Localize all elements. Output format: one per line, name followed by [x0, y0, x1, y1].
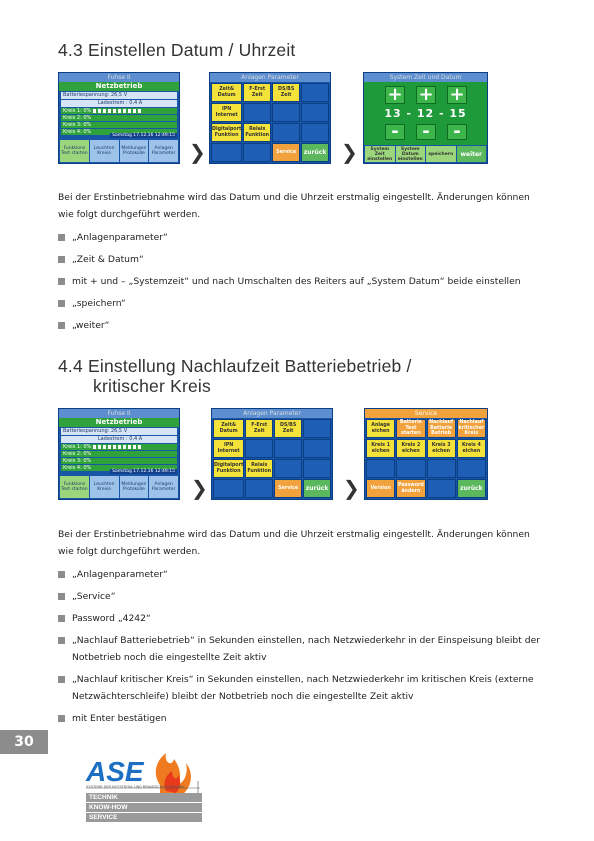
list-item: „speichern“ [58, 295, 548, 312]
calibrate-kreis-2-tile[interactable]: Kreis 2 eichen [396, 439, 425, 458]
empty-tile [396, 459, 425, 478]
screenshot-row-date-time [58, 72, 498, 164]
next-button[interactable]: weiter [457, 146, 487, 162]
kreis-row: Kreis 2: 0% [61, 451, 177, 457]
lights-circuits-button[interactable]: Leuchten Kreise [90, 140, 119, 162]
save-button[interactable]: speichern [426, 146, 456, 162]
empty-tile [211, 143, 242, 162]
date-time-tile[interactable]: Zeit& Datum [213, 419, 244, 438]
kreis-row: Kreis 4: 0% [61, 465, 177, 471]
calibrate-kreis-1-tile[interactable]: Kreis 1 eichen [366, 439, 395, 458]
heading-line-2: kritischer Kreis [93, 376, 211, 396]
chevron-right-icon: ❯ [343, 476, 360, 500]
version-tile[interactable]: Version [366, 479, 395, 498]
list-item: „Anlagenparameter“ [58, 229, 548, 246]
empty-tile [427, 459, 456, 478]
empty-tile [303, 439, 331, 458]
tagline-know-how: KNOW-HOW [86, 803, 202, 812]
intro-paragraph: Bei der Erstinbetriebnahme wird das Datum und die Uhrzeit erstmalig eingestellt. Änderungen können wie folgt durchgeführt werden. [58, 192, 530, 220]
battery-voltage-line: Batteriespannung: 26,5 V [61, 92, 177, 99]
plus-month-button[interactable]: + [416, 86, 436, 104]
messages-logs-button[interactable]: Meldungen Protokolle [120, 140, 149, 162]
f-erst-tile[interactable]: F-Erst Zeit [245, 419, 273, 438]
change-password-tile[interactable]: Password ändern [396, 479, 425, 498]
function-test-button[interactable]: Funktions Test starten [60, 476, 89, 498]
list-item: mit Enter bestätigen [58, 710, 548, 727]
empty-tile [303, 419, 331, 438]
empty-tile [301, 103, 329, 122]
steps-list-runtime [58, 566, 548, 732]
system-time-screen [363, 72, 488, 164]
empty-tile [427, 479, 456, 498]
chevron-right-icon: ❯ [189, 140, 206, 164]
empty-tile [272, 103, 300, 122]
list-item: Password „4242“ [58, 610, 548, 627]
ipn-internet-tile[interactable]: IPN Internet [211, 103, 242, 122]
charge-current-line: Ladestrom : 0,4 A [61, 100, 177, 107]
empty-tile [274, 459, 302, 478]
battery-test-tile[interactable]: Batterie Test starten [396, 419, 425, 438]
charge-current-line: Ladestrom : 0,4 A [61, 436, 177, 443]
logo-tagline-bars [86, 793, 202, 823]
f-erst-tile[interactable]: F-Erst Zeit [243, 83, 271, 102]
empty-tile [245, 439, 273, 458]
empty-tile [243, 103, 271, 122]
status-screen-title: Fuhse II [59, 409, 179, 418]
status-time: Samstag 17.12.16 12:49:15 [112, 133, 175, 138]
service-screen [364, 408, 488, 500]
back-button[interactable]: zurück [301, 143, 329, 162]
status-screen [58, 72, 180, 164]
kreis-row: Kreis 1: 0% [61, 108, 177, 114]
steps-list-date-time [58, 229, 548, 339]
status-banner: Netzbetrieb [59, 82, 179, 91]
date-time-tile[interactable]: Zeit& Datum [211, 83, 242, 102]
digitalport-tile[interactable]: Digitalport Funktion [211, 123, 242, 142]
empty-tile [243, 143, 271, 162]
function-test-button[interactable]: Funktions Test starten [60, 140, 89, 162]
calibrate-kreis-3-tile[interactable]: Kreis 3 eichen [427, 439, 456, 458]
list-item: „Nachlauf Batteriebetrieb“ in Sekunden einstellen, nach Netzwiederkehr in der Einspeisung bleibt der Notbetrieb noch die eingestellte Zeit aktiv [58, 632, 548, 666]
plus-year-button[interactable]: + [447, 86, 467, 104]
status-screen-title: Fuhse II [59, 73, 179, 82]
list-item: „weiter“ [58, 317, 548, 334]
kreis-row: Kreis 1: 0% [61, 444, 177, 450]
chevron-right-icon: ❯ [341, 140, 358, 164]
empty-tile [213, 479, 244, 498]
ds-bs-tile[interactable]: DS/BS Zeit [274, 419, 302, 438]
list-item: „Nachlauf kritischer Kreis“ in Sekunden einstellen, nach Netzwiederkehr im kritischen Kreis (externe Netzwächterschleife) bleibt der Notbetrieb noch die eingestellte Zeit aktiv [58, 671, 548, 705]
service-tile[interactable]: Service [274, 479, 302, 498]
tagline-technik: TECHNIK [86, 793, 202, 802]
list-item: „Zeit & Datum“ [58, 251, 548, 268]
empty-tile [457, 459, 486, 478]
intro-paragraph: Bei der Erstinbetriebnahme wird das Datum und die Uhrzeit erstmalig eingestellt. Änderungen können wie folgt durchgeführt werden. [58, 529, 530, 557]
tagline-service: SERVICE [86, 813, 202, 822]
empty-tile [301, 83, 329, 102]
relay-function-tile[interactable]: Relais Funktion [245, 459, 273, 478]
back-button[interactable]: zurück [303, 479, 331, 498]
set-system-date-button[interactable]: System Datum einstellen [396, 146, 426, 162]
kreis-row: Kreis 3: 0% [61, 458, 177, 464]
heading-line-1: 4.4 Einstellung Nachlaufzeit Batteriebetrieb / [58, 356, 412, 376]
time-screen-title: System Zeit und Datum [364, 73, 487, 82]
empty-tile [272, 123, 300, 142]
empty-tile [301, 123, 329, 142]
date-display: 13 - 12 - 15 [384, 107, 467, 120]
parameter-screen [211, 408, 333, 500]
service-tile[interactable]: Service [272, 143, 300, 162]
empty-tile [366, 459, 395, 478]
ipn-internet-tile[interactable]: IPN Internet [213, 439, 244, 458]
empty-tile [274, 439, 302, 458]
kreis-row: Kreis 2: 0% [61, 115, 177, 121]
chevron-right-icon: ❯ [191, 476, 208, 500]
lights-circuits-button[interactable]: Leuchten Kreise [90, 476, 119, 498]
minus-day-button[interactable]: - [385, 124, 405, 140]
battery-voltage-line: Batteriespannung: 26,5 V [61, 428, 177, 435]
section-heading-date-time: 4.3 Einstellen Datum / Uhrzeit [58, 40, 296, 60]
ds-bs-tile[interactable]: DS/BS Zeit [272, 83, 300, 102]
parameter-screen-title: Anlagen Parameter [212, 409, 332, 418]
empty-tile [245, 479, 273, 498]
back-button[interactable]: zurück [457, 479, 486, 498]
minus-year-button[interactable]: - [447, 124, 467, 140]
status-screen [58, 408, 180, 500]
digitalport-tile[interactable]: Digitalport Funktion [213, 459, 244, 478]
parameter-screen [209, 72, 331, 164]
list-item: „Anlagenparameter“ [58, 566, 548, 583]
status-banner: Netzbetrieb [59, 418, 179, 427]
system-parameters-button[interactable]: Anlagen Parameter [149, 140, 178, 162]
calibrate-kreis-4-tile[interactable]: Kreis 4 eichen [457, 439, 486, 458]
kreis-row: Kreis 3: 0% [61, 122, 177, 128]
empty-tile [303, 459, 331, 478]
relay-function-tile[interactable]: Relais Funktion [243, 123, 271, 142]
section-heading-runtime [58, 356, 412, 396]
logo-subtitle: SYSTEME DER NOTSTROM- UND BRANDSCHUTZTECHNIK [86, 785, 185, 789]
list-item: „Service“ [58, 588, 548, 605]
plus-day-button[interactable]: + [385, 86, 405, 104]
page-number: 30 [0, 730, 48, 754]
screenshot-row-runtime [58, 408, 498, 500]
service-screen-title: Service [365, 409, 487, 418]
minus-month-button[interactable]: - [416, 124, 436, 140]
list-item: mit + und – „Systemzeit“ und nach Umschalten des Reiters auf „System Datum“ beide einstellen [58, 273, 548, 290]
status-time: Samstag 17.12.16 12:49:15 [112, 469, 175, 474]
critical-circuit-runtime-tile[interactable]: Nachlauf kritischer Kreis [458, 420, 485, 437]
set-system-time-button[interactable]: System Zeit einstellen [365, 146, 395, 162]
messages-logs-button[interactable]: Meldungen Protokolle [120, 476, 149, 498]
kreis-row: Kreis 4: 0% [61, 129, 177, 135]
system-parameters-button[interactable]: Anlagen Parameter [149, 476, 178, 498]
battery-runtime-tile[interactable]: Nachlauf Batterie Betrieb [427, 419, 456, 438]
parameter-screen-title: Anlagen Parameter [210, 73, 330, 82]
logo-wordmark: ASE [86, 756, 144, 787]
calibrate-system-tile[interactable]: Anlage eichen [366, 419, 395, 438]
